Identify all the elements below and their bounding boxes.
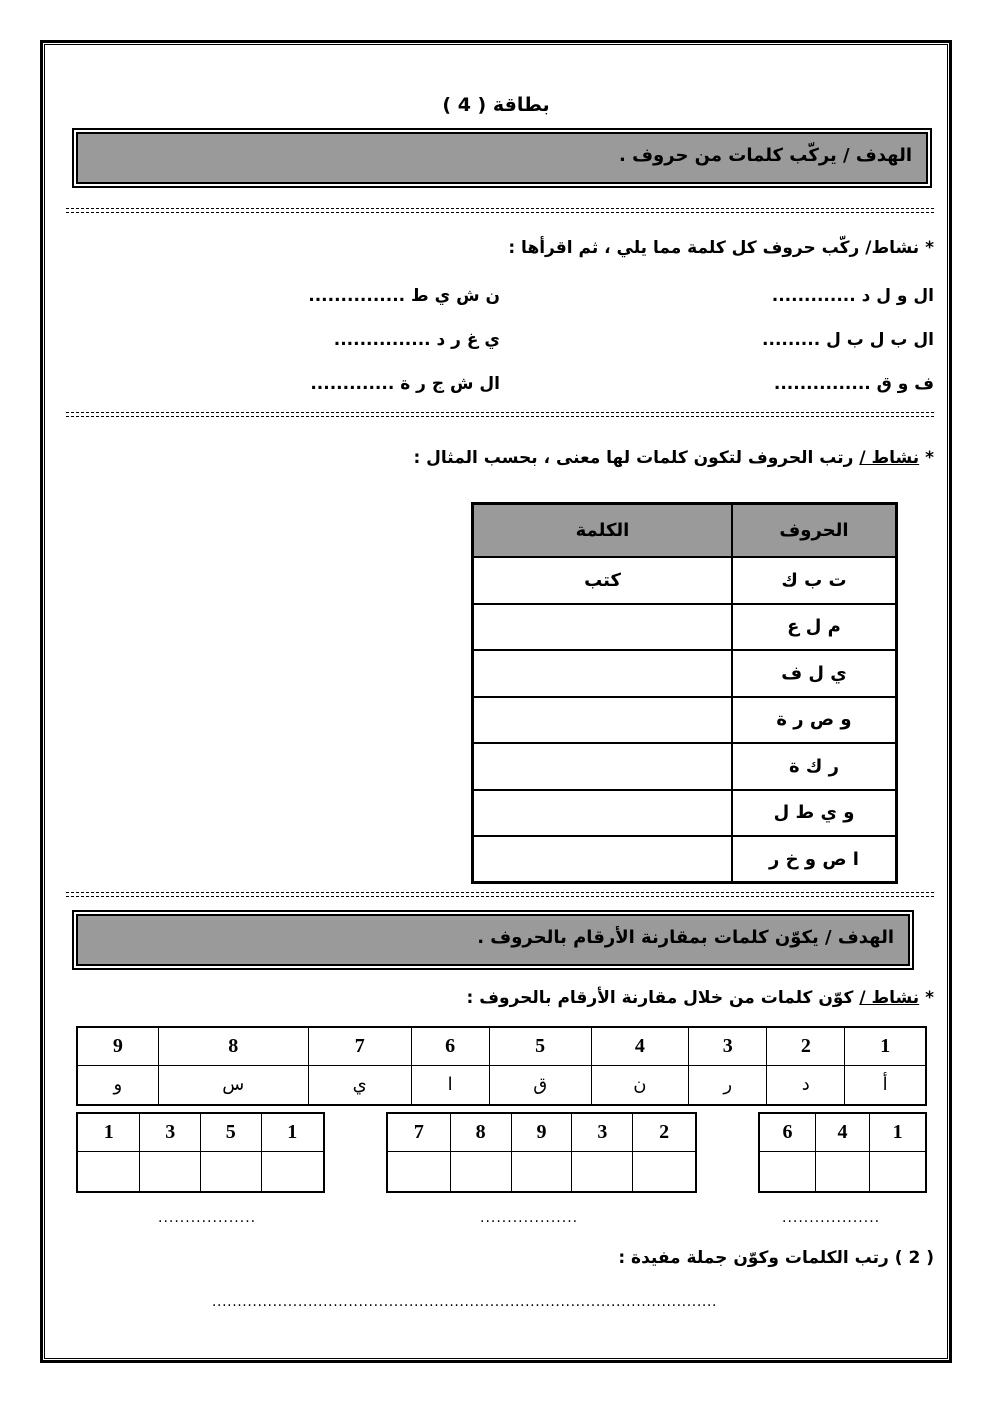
answer-cell[interactable] [511,1151,572,1192]
goal-banner-1 [76,132,928,184]
key-letter: ي [308,1065,411,1105]
divider [66,412,934,417]
activity1-item: ال ب ل ب ل ......... [762,330,934,350]
divider [66,208,934,213]
key-number: 9 [77,1027,158,1065]
answer-cell[interactable] [140,1151,201,1192]
activity2-star: * [919,448,934,468]
activity1-item: ال ش ج ر ة ............. [310,374,500,394]
answer-cell[interactable] [759,1151,815,1192]
key-number: 6 [411,1027,489,1065]
letters-cell: ر ك ة [732,743,897,789]
code-number: 5 [201,1113,262,1151]
answer-cell[interactable] [572,1151,633,1192]
key-letter: د [767,1065,845,1105]
word-cell[interactable] [473,650,733,696]
card-title: بطاقة ( 4 ) [442,94,550,116]
word-cell[interactable] [473,836,733,883]
key-letter: ر [689,1065,767,1105]
column-header-word: الكلمة [473,504,733,558]
key-letter: ن [591,1065,688,1105]
goal-banner-2 [76,914,910,966]
key-number: 3 [689,1027,767,1065]
answer-cell[interactable] [870,1151,926,1192]
key-letter: و [77,1065,158,1105]
sentence-answer-line[interactable]: .................................................................................................... [212,1294,718,1310]
word-table [471,502,898,884]
code-number: 3 [572,1113,633,1151]
code-number: 2 [633,1113,696,1151]
activity1-item: ي غ ر د ............... [333,330,500,350]
code-group-right [758,1112,927,1193]
goal-2-text: الهدف / يكوّن كلمات بمقارنة الأرقام بالحروف . [477,927,894,948]
code-number: 8 [450,1113,511,1151]
word-cell[interactable] [473,604,733,650]
code-number: 1 [261,1113,324,1151]
activity1-item: ف و ق ............... [773,374,934,394]
code-number: 1 [870,1113,926,1151]
code-number: 3 [140,1113,201,1151]
answer-cell[interactable] [387,1151,450,1192]
letters-cell: م ل ع [732,604,897,650]
activity1-item: ن ش ي ط ............... [308,286,500,306]
code-number: 4 [815,1113,869,1151]
key-letter: أ [845,1065,926,1105]
activity4-prompt: ( 2 ) رتب الكلمات وكوّن جملة مفيدة : [618,1248,934,1268]
answer-cell[interactable] [633,1151,696,1192]
activity2-label: نشاط / [859,448,920,468]
goal-1-text: الهدف / يركّب كلمات من حروف . [619,145,912,166]
activity3-prompt [467,988,934,1008]
key-number: 8 [158,1027,308,1065]
word-cell[interactable] [473,743,733,789]
key-letter: س [158,1065,308,1105]
answer-cell[interactable] [77,1151,140,1192]
word-cell[interactable] [473,697,733,743]
word-cell[interactable]: كتب [473,557,733,603]
code-group-middle [386,1112,697,1193]
word-cell[interactable] [473,790,733,836]
code-number: 6 [759,1113,815,1151]
answer-cell[interactable] [815,1151,869,1192]
activity1-prompt: * نشاط/ ركّب حروف كل كلمة مما يلي ، ثم اقرأها : [508,238,934,258]
answer-cell[interactable] [201,1151,262,1192]
answer-cell[interactable] [261,1151,324,1192]
activity3-prompt-text: كوّن كلمات من خلال مقارنة الأرقام بالحروف : [466,988,860,1008]
key-number: 5 [489,1027,591,1065]
answer-line[interactable]: .................. [480,1210,579,1226]
letters-cell: و ي ط ل [732,790,897,836]
key-letter: ا [411,1065,489,1105]
letters-cell: ت ب ك [732,557,897,603]
key-number: 7 [308,1027,411,1065]
key-letter: ق [489,1065,591,1105]
answer-line[interactable]: .................. [158,1210,257,1226]
code-number: 9 [511,1113,572,1151]
activity2-prompt [413,448,934,468]
code-number: 7 [387,1113,450,1151]
code-number: 1 [77,1113,140,1151]
letters-cell: ي ل ف [732,650,897,696]
key-number: 1 [845,1027,926,1065]
key-number: 4 [591,1027,688,1065]
column-header-letters: الحروف [732,504,897,558]
letters-cell: ا ص و خ ر [732,836,897,883]
divider [66,892,934,897]
activity2-prompt-text: رتب الحروف لتكون كلمات لها معنى ، بحسب المثال : [413,448,860,468]
activity3-label: نشاط / [859,988,920,1008]
key-number: 2 [767,1027,845,1065]
answer-cell[interactable] [450,1151,511,1192]
number-letter-key [76,1026,927,1106]
answer-line[interactable]: .................. [782,1210,881,1226]
activity3-star: * [919,988,934,1008]
letters-cell: و ص ر ة [732,697,897,743]
code-group-left [76,1112,325,1193]
activity1-item: ال و ل د ............. [771,286,934,306]
